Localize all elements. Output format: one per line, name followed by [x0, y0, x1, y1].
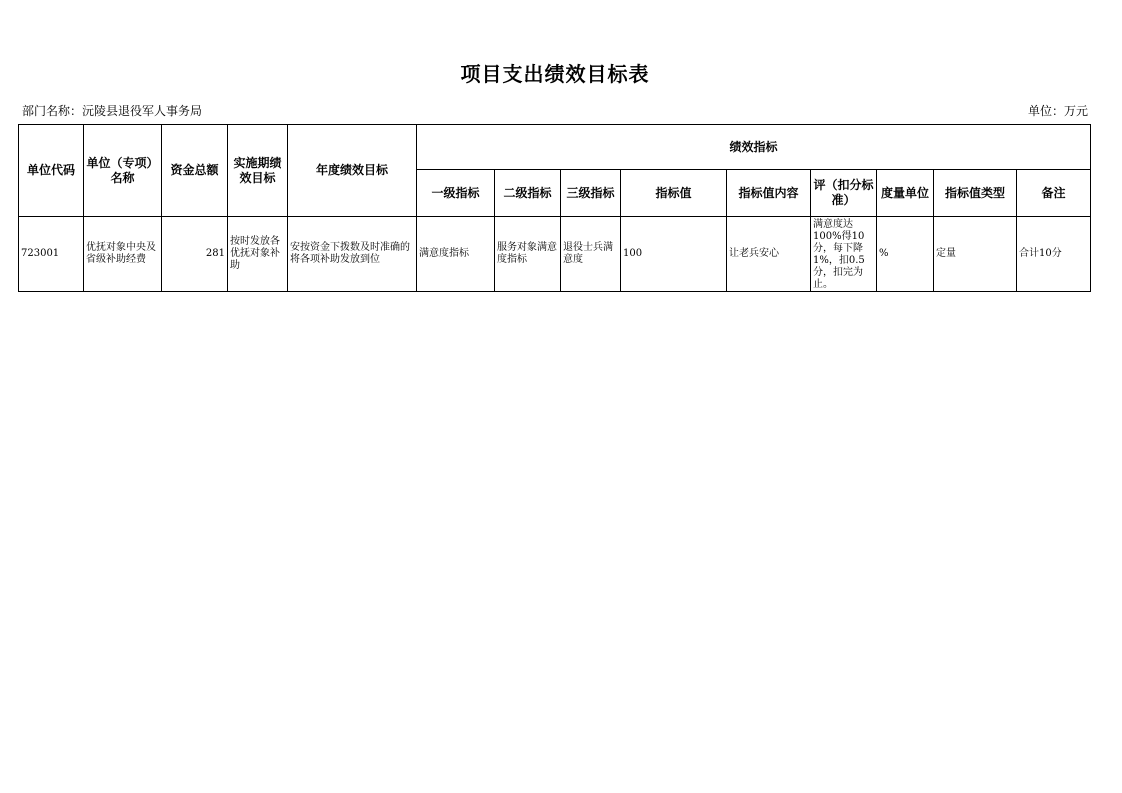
cell-level3: 退役士兵满意度: [561, 217, 621, 292]
header-total-funds: 资金总额: [162, 125, 228, 217]
cell-indicator-content: 让老兵安心: [727, 217, 811, 292]
cell-level1: 满意度指标: [417, 217, 495, 292]
header-level2: 二级指标: [495, 170, 561, 217]
header-level1: 一级指标: [417, 170, 495, 217]
performance-target-table: [18, 124, 1091, 292]
header-row-1: [19, 125, 1091, 170]
header-annual-goal: 年度绩效目标: [288, 125, 417, 217]
cell-remarks: 合计10分: [1017, 217, 1091, 292]
cell-total-funds: 281: [162, 217, 228, 292]
cell-unit-code: 723001: [19, 217, 84, 292]
cell-measure-unit: %: [877, 217, 934, 292]
cell-level2: 服务对象满意度指标: [495, 217, 561, 292]
department-label: 部门名称：沅陵县退役军人事务局: [22, 104, 203, 118]
cell-scoring: 满意度达100%得10分，每下降1%，扣0.5分，扣完为止。: [811, 217, 877, 292]
header-unit-code: 单位代码: [19, 125, 84, 217]
header-performance-indicators: 绩效指标: [417, 125, 1091, 170]
table-row: [19, 217, 1091, 292]
cell-indicator-value: 100: [621, 217, 727, 292]
unit-label: 单位：万元: [1027, 104, 1088, 118]
page-title: 项目支出绩效目标表: [460, 62, 650, 86]
cell-value-type: 定量: [934, 217, 1017, 292]
header-indicator-value: 指标值: [621, 170, 727, 217]
cell-period-goal: 按时发放各优抚对象补助: [228, 217, 288, 292]
header-remarks: 备注: [1017, 170, 1091, 217]
header-measure-unit: 度量单位: [877, 170, 934, 217]
cell-annual-goal: 安按资金下拨数及时准确的将各项补助发放到位: [288, 217, 417, 292]
header-unit-name: 单位（专项）名称: [84, 125, 162, 217]
cell-unit-name: 优抚对象中央及省级补助经费: [84, 217, 162, 292]
header-scoring: 评（扣分标准）: [811, 170, 877, 217]
header-level3: 三级指标: [561, 170, 621, 217]
header-indicator-content: 指标值内容: [727, 170, 811, 217]
header-period-goal: 实施期绩效目标: [228, 125, 288, 217]
header-value-type: 指标值类型: [934, 170, 1017, 217]
